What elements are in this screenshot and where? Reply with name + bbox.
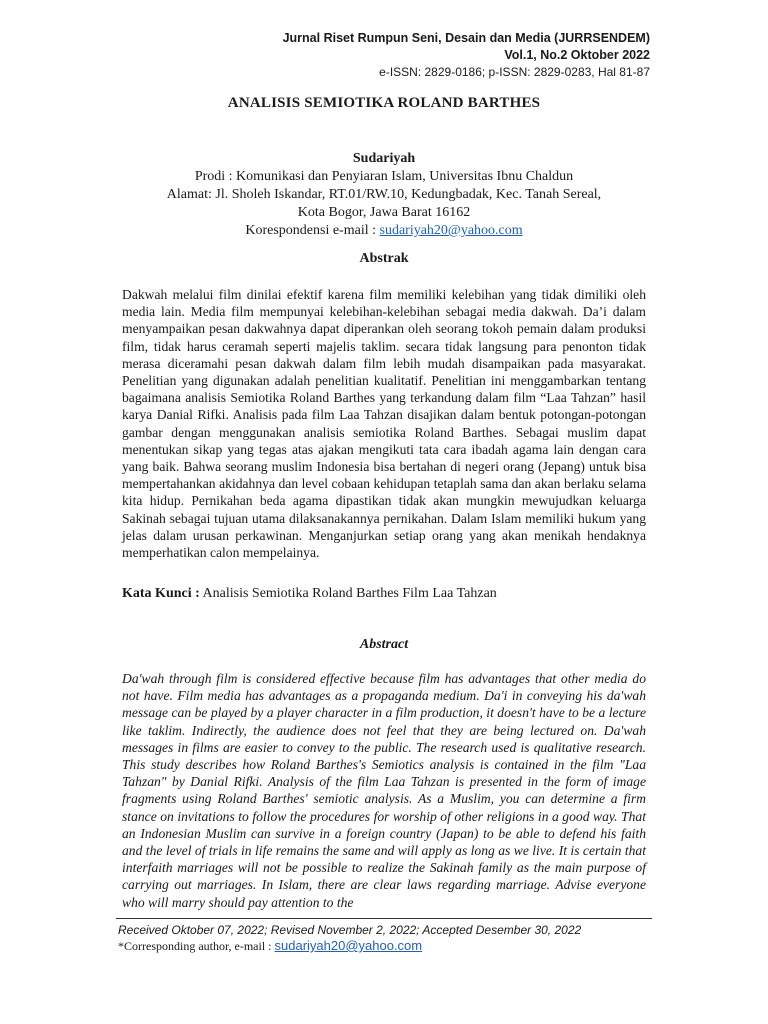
corresponding-author	[118, 938, 581, 954]
abstract-text: Da'wah through film is considered effective because film has advantages that other media do not have. Film media has advantages as a propaganda medium. Da'i in conveying his da'wah message can be played by a player character in a film production, it doesn't have to be a lecture like taklim. Indirectly, the audience does not feel that they are being lectured on. Da'wah messages in films are easier to convey to the public. The research used is qualitative research. This study describes how Roland Barthes's Semiotics analysis is contained in the film "Laa Tahzan" by Danial Rifki. Analysis of the film Laa Tahzan is presented in the form of image fragments using Roland Barthes' semiotic analysis. As a Muslim, you can determine a firm stance on invitations to follow the procedures for worship of other religions in a good way. That an Indonesian Muslim can survive in a foreign country (Japan) to be able to defend his faith and the level of trials in life remains the same and will apply as long as we live. It is certain that interfaith marriages will not be possible to realize the Sakinah family as the main purpose of carrying out marriages. In Islam, there are clear laws regarding marriage. Advise everyone who will marry should pay attention to the	[122, 671, 646, 910]
author-email-line	[0, 222, 768, 240]
author-name: Sudariyah	[352, 151, 416, 166]
author-prodi: Prodi : Komunikasi dan Penyiaran Islam, Universitas Ibnu Chaldun	[194, 169, 574, 184]
author-block	[0, 150, 768, 240]
paper-title: ANALISIS SEMIOTIKA ROLAND BARTHES	[227, 95, 541, 111]
corresponding-label: *Corresponding author, e-mail :	[118, 939, 272, 953]
page-footer	[118, 922, 581, 954]
keywords-label: Kata Kunci :	[122, 586, 200, 601]
author-address-line-1: Alamat: Jl. Sholeh Iskandar, RT.01/RW.10, Kedungbadak, Kec. Tanah Sereal,	[166, 187, 602, 202]
email-label: Korespondensi e-mail :	[245, 223, 376, 238]
corresponding-email-link[interactable]: sudariyah20@yahoo.com	[274, 938, 423, 953]
journal-header	[283, 30, 650, 81]
journal-issn: e-ISSN: 2829-0186; p-ISSN: 2829-0283, Hal 81-87	[379, 65, 650, 79]
author-address-line-2: Kota Bogor, Jawa Barat 16162	[297, 205, 471, 220]
keywords	[122, 586, 497, 602]
journal-title: Jurnal Riset Rumpun Seni, Desain dan Media (JURRSENDEM)	[282, 31, 650, 45]
abstrak-text: Dakwah melalui film dinilai efektif karena film memiliki kelebihan yang tidak dimiliki oleh media lain. Media film mempunyai kelebihan-kelebihan sebagai media dakwah. Da’i dalam menyampaikan pesan dakwahnya dapat diperankan oleh seorang tokoh pemain dalam produksi film, tidak harus ceramah seperti majelis taklim. secara tidak langsung para penonton tidak merasa diceramahi pesan dakwah dalam film lebih mudah disampaikan pada masyarakat. Penelitian yang digunakan adalah penelitian kualitatif. Penelitian ini menggambarkan tentang bagaimana analisis Semiotika Roland Barthes yang terkandung dalam film “Laa Tahzan” hasil karya Danial Rifki. Analisis pada film Laa Tahzan disajikan dalam bentuk potongan-potongan gambar dengan menggunakan analisis semiotika Roland Barthes. Sebagai muslim dapat menentukan sikap yang tegas atas ajakan mengikuti tata cara ibadah agama lain dengan cara yang baik. Bahwa seorang muslim Indonesia bisa bertahan di negeri orang (Jepang) untuk bisa mempertahankan akidahnya dan level cobaan kehidupan tetaplah sama dan akan berlaku selama kita hidup. Pernikahan beda agama dipastikan tidak akan mungkin mewujudkan keluarga Sakinah sebagai tujuan utama dilaksanakannya pernikahan. Dalam Islam memiliki hukum yang jelas dalam urusan perkawinan. Menganjurkan setiap orang yang akan menikah hendaknya memperhatikan calon mempelainya.	[122, 287, 646, 561]
author-email-link[interactable]: sudariyah20@yahoo.com	[379, 223, 523, 238]
footer-divider	[116, 918, 652, 919]
abstract-heading: Abstract	[359, 637, 409, 652]
keywords-value: Analisis Semiotika Roland Barthes Film Laa Tahzan	[202, 586, 497, 601]
abstrak-heading: Abstrak	[359, 251, 409, 266]
received-dates: Received Oktober 07, 2022; Revised November 2, 2022; Accepted Desember 30, 2022	[118, 923, 582, 937]
journal-volume: Vol.1, No.2 Oktober 2022	[504, 48, 650, 62]
